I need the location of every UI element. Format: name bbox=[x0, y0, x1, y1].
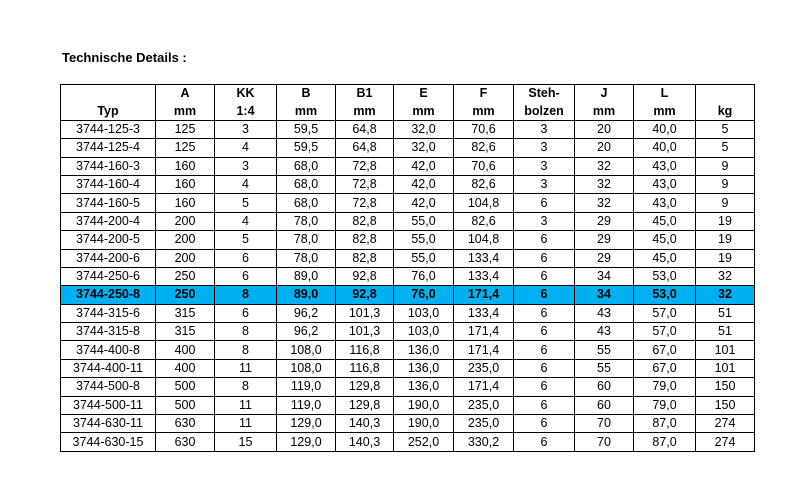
value-cell: 119,0 bbox=[277, 396, 336, 414]
value-cell: 29 bbox=[575, 231, 634, 249]
value-cell: 55 bbox=[575, 341, 634, 359]
value-cell: 133,4 bbox=[454, 249, 514, 267]
value-cell: 19 bbox=[696, 212, 755, 230]
column-header-top: L bbox=[634, 85, 696, 103]
value-cell: 190,0 bbox=[394, 415, 454, 433]
value-cell: 34 bbox=[575, 267, 634, 285]
value-cell: 59,5 bbox=[277, 139, 336, 157]
value-cell: 70,6 bbox=[454, 120, 514, 138]
value-cell: 20 bbox=[575, 120, 634, 138]
value-cell: 400 bbox=[156, 359, 215, 377]
value-cell: 101,3 bbox=[336, 323, 394, 341]
type-cell: 3744-315-8 bbox=[61, 323, 156, 341]
value-cell: 6 bbox=[514, 378, 575, 396]
table-row bbox=[61, 231, 755, 249]
value-cell: 68,0 bbox=[277, 194, 336, 212]
value-cell: 116,8 bbox=[336, 359, 394, 377]
value-cell: 87,0 bbox=[634, 415, 696, 433]
type-cell: 3744-160-5 bbox=[61, 194, 156, 212]
value-cell: 6 bbox=[215, 249, 277, 267]
value-cell: 8 bbox=[215, 286, 277, 304]
value-cell: 79,0 bbox=[634, 396, 696, 414]
value-cell: 274 bbox=[696, 415, 755, 433]
value-cell: 45,0 bbox=[634, 212, 696, 230]
type-cell: 3744-500-11 bbox=[61, 396, 156, 414]
value-cell: 171,4 bbox=[454, 378, 514, 396]
column-header-unit: kg bbox=[696, 102, 755, 120]
value-cell: 19 bbox=[696, 249, 755, 267]
table-row bbox=[61, 415, 755, 433]
column-header-top: E bbox=[394, 85, 454, 103]
table-header bbox=[61, 85, 755, 121]
type-cell: 3744-500-8 bbox=[61, 378, 156, 396]
value-cell: 42,0 bbox=[394, 194, 454, 212]
value-cell: 136,0 bbox=[394, 341, 454, 359]
value-cell: 92,8 bbox=[336, 267, 394, 285]
value-cell: 11 bbox=[215, 415, 277, 433]
value-cell: 72,8 bbox=[336, 175, 394, 193]
value-cell: 53,0 bbox=[634, 267, 696, 285]
page-title: Technische Details : bbox=[62, 50, 187, 65]
value-cell: 19 bbox=[696, 231, 755, 249]
value-cell: 160 bbox=[156, 175, 215, 193]
value-cell: 190,0 bbox=[394, 396, 454, 414]
value-cell: 6 bbox=[514, 396, 575, 414]
value-cell: 57,0 bbox=[634, 323, 696, 341]
value-cell: 3 bbox=[514, 157, 575, 175]
value-cell: 4 bbox=[215, 212, 277, 230]
technical-details-table bbox=[60, 84, 755, 452]
value-cell: 274 bbox=[696, 433, 755, 451]
value-cell: 101 bbox=[696, 359, 755, 377]
value-cell: 4 bbox=[215, 175, 277, 193]
value-cell: 55,0 bbox=[394, 231, 454, 249]
value-cell: 89,0 bbox=[277, 286, 336, 304]
value-cell: 32 bbox=[575, 157, 634, 175]
value-cell: 76,0 bbox=[394, 267, 454, 285]
table-row bbox=[61, 433, 755, 451]
value-cell: 136,0 bbox=[394, 359, 454, 377]
value-cell: 6 bbox=[514, 249, 575, 267]
value-cell: 82,6 bbox=[454, 175, 514, 193]
value-cell: 67,0 bbox=[634, 341, 696, 359]
value-cell: 55,0 bbox=[394, 249, 454, 267]
value-cell: 108,0 bbox=[277, 359, 336, 377]
value-cell: 11 bbox=[215, 396, 277, 414]
column-header-unit: mm bbox=[156, 102, 215, 120]
table-row bbox=[61, 212, 755, 230]
value-cell: 136,0 bbox=[394, 378, 454, 396]
value-cell: 64,8 bbox=[336, 120, 394, 138]
value-cell: 330,2 bbox=[454, 433, 514, 451]
value-cell: 53,0 bbox=[634, 286, 696, 304]
column-header-unit: mm bbox=[575, 102, 634, 120]
value-cell: 32 bbox=[575, 194, 634, 212]
value-cell: 60 bbox=[575, 378, 634, 396]
value-cell: 64,8 bbox=[336, 139, 394, 157]
value-cell: 57,0 bbox=[634, 304, 696, 322]
table-row bbox=[61, 139, 755, 157]
value-cell: 129,8 bbox=[336, 378, 394, 396]
table-row bbox=[61, 378, 755, 396]
value-cell: 400 bbox=[156, 341, 215, 359]
value-cell: 101,3 bbox=[336, 304, 394, 322]
type-cell: 3744-200-6 bbox=[61, 249, 156, 267]
value-cell: 82,8 bbox=[336, 212, 394, 230]
value-cell: 89,0 bbox=[277, 267, 336, 285]
column-header-top: F bbox=[454, 85, 514, 103]
value-cell: 45,0 bbox=[634, 249, 696, 267]
value-cell: 60 bbox=[575, 396, 634, 414]
value-cell: 250 bbox=[156, 267, 215, 285]
value-cell: 235,0 bbox=[454, 359, 514, 377]
value-cell: 79,0 bbox=[634, 378, 696, 396]
value-cell: 82,6 bbox=[454, 212, 514, 230]
value-cell: 6 bbox=[514, 323, 575, 341]
value-cell: 72,8 bbox=[336, 157, 394, 175]
type-cell: 3744-630-11 bbox=[61, 415, 156, 433]
value-cell: 133,4 bbox=[454, 304, 514, 322]
value-cell: 315 bbox=[156, 304, 215, 322]
value-cell: 235,0 bbox=[454, 415, 514, 433]
value-cell: 4 bbox=[215, 139, 277, 157]
table-body bbox=[61, 120, 755, 451]
value-cell: 9 bbox=[696, 194, 755, 212]
value-cell: 116,8 bbox=[336, 341, 394, 359]
value-cell: 6 bbox=[514, 194, 575, 212]
value-cell: 43 bbox=[575, 323, 634, 341]
value-cell: 6 bbox=[514, 359, 575, 377]
column-header-top: B1 bbox=[336, 85, 394, 103]
value-cell: 140,3 bbox=[336, 415, 394, 433]
type-cell: 3744-250-8 bbox=[61, 286, 156, 304]
value-cell: 42,0 bbox=[394, 157, 454, 175]
type-cell: 3744-400-11 bbox=[61, 359, 156, 377]
value-cell: 29 bbox=[575, 249, 634, 267]
value-cell: 6 bbox=[514, 433, 575, 451]
type-cell: 3744-125-4 bbox=[61, 139, 156, 157]
value-cell: 3 bbox=[215, 157, 277, 175]
value-cell: 43,0 bbox=[634, 194, 696, 212]
value-cell: 3 bbox=[514, 175, 575, 193]
table-row bbox=[61, 175, 755, 193]
value-cell: 8 bbox=[215, 378, 277, 396]
value-cell: 11 bbox=[215, 359, 277, 377]
column-header-top: B bbox=[277, 85, 336, 103]
column-header-top bbox=[696, 85, 755, 103]
value-cell: 34 bbox=[575, 286, 634, 304]
value-cell: 32,0 bbox=[394, 120, 454, 138]
table-row bbox=[61, 194, 755, 212]
column-header-top bbox=[61, 85, 156, 103]
value-cell: 42,0 bbox=[394, 175, 454, 193]
value-cell: 252,0 bbox=[394, 433, 454, 451]
type-cell: 3744-160-3 bbox=[61, 157, 156, 175]
value-cell: 250 bbox=[156, 286, 215, 304]
value-cell: 70,6 bbox=[454, 157, 514, 175]
value-cell: 32 bbox=[696, 267, 755, 285]
type-cell: 3744-200-4 bbox=[61, 212, 156, 230]
value-cell: 200 bbox=[156, 212, 215, 230]
table-row bbox=[61, 304, 755, 322]
value-cell: 171,4 bbox=[454, 323, 514, 341]
value-cell: 3 bbox=[514, 139, 575, 157]
value-cell: 92,8 bbox=[336, 286, 394, 304]
value-cell: 43,0 bbox=[634, 157, 696, 175]
value-cell: 129,8 bbox=[336, 396, 394, 414]
type-cell: 3744-315-6 bbox=[61, 304, 156, 322]
value-cell: 96,2 bbox=[277, 304, 336, 322]
value-cell: 55,0 bbox=[394, 212, 454, 230]
value-cell: 6 bbox=[215, 267, 277, 285]
value-cell: 8 bbox=[215, 323, 277, 341]
value-cell: 40,0 bbox=[634, 120, 696, 138]
value-cell: 6 bbox=[514, 304, 575, 322]
value-cell: 171,4 bbox=[454, 341, 514, 359]
value-cell: 315 bbox=[156, 323, 215, 341]
column-header-unit: Typ bbox=[61, 102, 156, 120]
value-cell: 20 bbox=[575, 139, 634, 157]
value-cell: 125 bbox=[156, 120, 215, 138]
value-cell: 68,0 bbox=[277, 175, 336, 193]
value-cell: 200 bbox=[156, 249, 215, 267]
table-row-highlighted bbox=[61, 286, 755, 304]
value-cell: 125 bbox=[156, 139, 215, 157]
value-cell: 3 bbox=[514, 120, 575, 138]
value-cell: 108,0 bbox=[277, 341, 336, 359]
column-header-unit: mm bbox=[336, 102, 394, 120]
column-header-unit: mm bbox=[277, 102, 336, 120]
value-cell: 87,0 bbox=[634, 433, 696, 451]
value-cell: 82,6 bbox=[454, 139, 514, 157]
value-cell: 51 bbox=[696, 304, 755, 322]
value-cell: 9 bbox=[696, 175, 755, 193]
value-cell: 29 bbox=[575, 212, 634, 230]
value-cell: 630 bbox=[156, 433, 215, 451]
value-cell: 129,0 bbox=[277, 415, 336, 433]
value-cell: 82,8 bbox=[336, 231, 394, 249]
value-cell: 630 bbox=[156, 415, 215, 433]
column-header-unit: mm bbox=[394, 102, 454, 120]
table-row bbox=[61, 120, 755, 138]
value-cell: 6 bbox=[514, 415, 575, 433]
value-cell: 129,0 bbox=[277, 433, 336, 451]
column-header-unit: mm bbox=[634, 102, 696, 120]
column-header-top: Steh- bbox=[514, 85, 575, 103]
value-cell: 45,0 bbox=[634, 231, 696, 249]
value-cell: 51 bbox=[696, 323, 755, 341]
value-cell: 200 bbox=[156, 231, 215, 249]
value-cell: 78,0 bbox=[277, 212, 336, 230]
value-cell: 171,4 bbox=[454, 286, 514, 304]
value-cell: 6 bbox=[514, 267, 575, 285]
table-row bbox=[61, 157, 755, 175]
value-cell: 6 bbox=[514, 341, 575, 359]
value-cell: 160 bbox=[156, 157, 215, 175]
column-header-unit: bolzen bbox=[514, 102, 575, 120]
column-header-unit: 1:4 bbox=[215, 102, 277, 120]
type-cell: 3744-400-8 bbox=[61, 341, 156, 359]
table-row bbox=[61, 341, 755, 359]
type-cell: 3744-630-15 bbox=[61, 433, 156, 451]
value-cell: 6 bbox=[514, 231, 575, 249]
value-cell: 70 bbox=[575, 415, 634, 433]
value-cell: 9 bbox=[696, 157, 755, 175]
value-cell: 103,0 bbox=[394, 323, 454, 341]
value-cell: 32,0 bbox=[394, 139, 454, 157]
value-cell: 32 bbox=[575, 175, 634, 193]
value-cell: 160 bbox=[156, 194, 215, 212]
value-cell: 500 bbox=[156, 396, 215, 414]
value-cell: 43 bbox=[575, 304, 634, 322]
type-cell: 3744-160-4 bbox=[61, 175, 156, 193]
value-cell: 55 bbox=[575, 359, 634, 377]
value-cell: 5 bbox=[215, 231, 277, 249]
value-cell: 150 bbox=[696, 396, 755, 414]
value-cell: 32 bbox=[696, 286, 755, 304]
table-row bbox=[61, 249, 755, 267]
value-cell: 40,0 bbox=[634, 139, 696, 157]
value-cell: 67,0 bbox=[634, 359, 696, 377]
value-cell: 3 bbox=[215, 120, 277, 138]
value-cell: 150 bbox=[696, 378, 755, 396]
value-cell: 78,0 bbox=[277, 231, 336, 249]
type-cell: 3744-125-3 bbox=[61, 120, 156, 138]
value-cell: 68,0 bbox=[277, 157, 336, 175]
table-row bbox=[61, 267, 755, 285]
value-cell: 104,8 bbox=[454, 231, 514, 249]
type-cell: 3744-200-5 bbox=[61, 231, 156, 249]
column-header-unit: mm bbox=[454, 102, 514, 120]
value-cell: 72,8 bbox=[336, 194, 394, 212]
value-cell: 8 bbox=[215, 341, 277, 359]
value-cell: 3 bbox=[514, 212, 575, 230]
value-cell: 82,8 bbox=[336, 249, 394, 267]
type-cell: 3744-250-6 bbox=[61, 267, 156, 285]
value-cell: 101 bbox=[696, 341, 755, 359]
value-cell: 70 bbox=[575, 433, 634, 451]
value-cell: 59,5 bbox=[277, 120, 336, 138]
table-row bbox=[61, 359, 755, 377]
value-cell: 103,0 bbox=[394, 304, 454, 322]
value-cell: 5 bbox=[696, 139, 755, 157]
table-row bbox=[61, 396, 755, 414]
value-cell: 6 bbox=[514, 286, 575, 304]
value-cell: 43,0 bbox=[634, 175, 696, 193]
value-cell: 140,3 bbox=[336, 433, 394, 451]
value-cell: 5 bbox=[696, 120, 755, 138]
value-cell: 500 bbox=[156, 378, 215, 396]
column-header-top: KK bbox=[215, 85, 277, 103]
value-cell: 133,4 bbox=[454, 267, 514, 285]
value-cell: 76,0 bbox=[394, 286, 454, 304]
value-cell: 119,0 bbox=[277, 378, 336, 396]
value-cell: 235,0 bbox=[454, 396, 514, 414]
table-row bbox=[61, 323, 755, 341]
value-cell: 5 bbox=[215, 194, 277, 212]
value-cell: 78,0 bbox=[277, 249, 336, 267]
column-header-top: J bbox=[575, 85, 634, 103]
value-cell: 15 bbox=[215, 433, 277, 451]
value-cell: 96,2 bbox=[277, 323, 336, 341]
value-cell: 104,8 bbox=[454, 194, 514, 212]
value-cell: 6 bbox=[215, 304, 277, 322]
column-header-top: A bbox=[156, 85, 215, 103]
